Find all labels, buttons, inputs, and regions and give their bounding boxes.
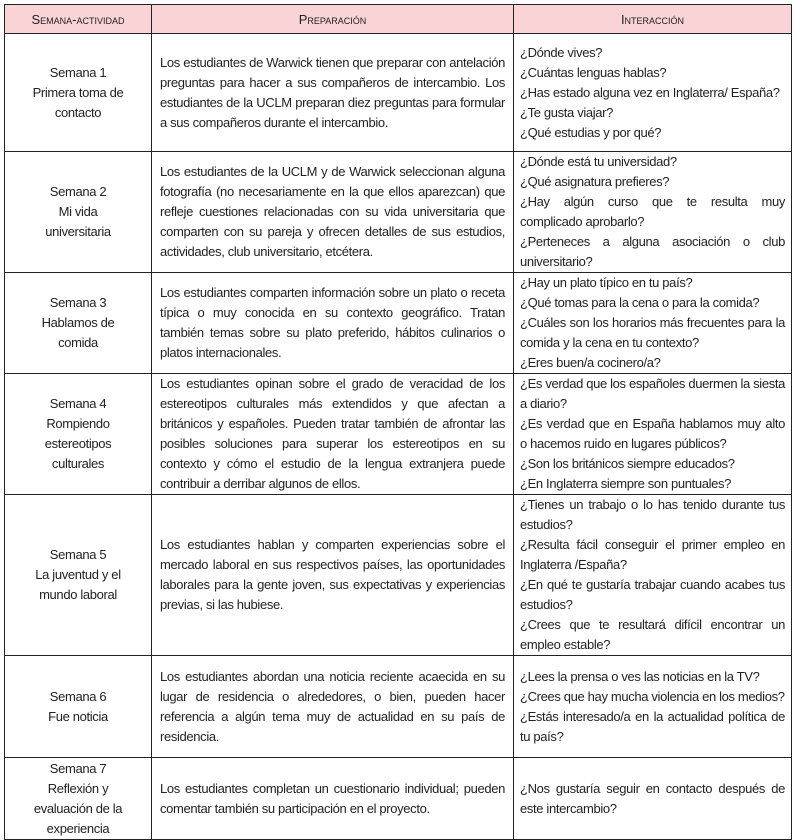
question-item: ¿Dónde está tu universidad? [520,154,677,169]
week-label-line: mundo laboral [39,587,117,602]
week-cell [5,152,152,273]
question-item: ¿Te gusta viajar? [520,104,614,120]
preparation-cell: Los estudiantes hablan y comparten experiencias sobre el mercado laboral en sus respectivos países, las oportunidades laborales para la gente joven, sus expectativas y experiencias previas, si las hubiese. [152,495,514,656]
week-label-line: Semana 7 [49,760,107,776]
interaction-cell [514,34,792,152]
header-interaction: Interacción [514,5,792,34]
week-label-line: evaluación de la [33,800,123,816]
question-item: ¿Hay algún curso que te resulta muy complicado aprobarlo? [520,194,785,229]
table-row [5,273,792,374]
week-label-line: Semana 3 [49,295,107,310]
question-item: ¿Eres buen/a cocinero/a? [520,355,661,370]
interaction-cell [514,495,792,656]
week-label-line: La juventud y el [35,567,121,582]
question-item: ¿Crees que te resultará difícil encontrar un empleo estable? [520,617,785,652]
question-item: ¿Resulta fácil conseguir el primer empleo en Inglaterra /España? [520,537,785,572]
question-item: ¿Qué estudias y por qué? [520,124,662,140]
question-item: ¿Dónde vives? [520,44,603,60]
question-item: ¿Es verdad que en España hablamos muy alto o hacemos ruido en lugares públicos? [520,416,785,451]
week-label-line: experiencia [46,820,110,836]
question-item: ¿Qué asignatura prefieres? [520,174,670,189]
week-label-line: Hablamos de [41,315,115,330]
question-item: ¿Estás interesado/a en la actualidad política de tu país? [520,708,785,744]
week-label-line: Reflexión y [47,780,109,796]
week-label-line: Semana 6 [49,688,107,704]
question-item: ¿Son los británicos siempre educados? [520,456,735,471]
question-item: ¿Perteneces a alguna asociación o club universitario? [520,234,785,269]
question-item: ¿Nos gustaría seguir en contacto después de este intercambio? [520,780,785,816]
week-cell [5,273,152,374]
week-label-line: Primera toma de [32,84,124,100]
week-label-line: Fue noticia [48,708,108,724]
table-row [5,152,792,273]
interaction-cell [514,656,792,758]
table-row [5,34,792,152]
preparation-cell: Los estudiantes de la UCLM y de Warwick seleccionan alguna fotografía (no necesariamente en la que ellos aparezcan) que refleje cuestiones relacionadas con su vida universitaria que comparten con su pareja y ofrecen detalles de sus estudios, actividades, club universitario, etcétera. [152,152,514,273]
preparation-cell: Los estudiantes comparten información sobre un plato o receta típica o muy conocida en su contexto geográfico. Tratan también temas sobre su plato preferido, hábitos culinarios o platos internacionales. [152,273,514,374]
question-item: ¿Lees la prensa o ves las noticias en la TV? [520,668,760,684]
question-item: ¿Cuáles son los horarios más frecuentes para la comida y la cena en tu contexto? [520,315,785,350]
week-label-line: Mi vida [58,204,98,219]
question-item: ¿Cuántas lenguas hablas? [520,64,667,80]
week-label-line: Semana 1 [49,64,107,80]
week-label-line: contacto [54,104,102,120]
interaction-cell [514,374,792,495]
week-label-line: comida [58,335,98,350]
preparation-cell: Los estudiantes abordan una noticia reciente acaecida en su lugar de residencia o alrededores, o bien, pueden hacer referencia a algún tema muy de actualidad en su país de residencia. [152,656,514,758]
question-item: ¿Crees que hay mucha violencia en los medios? [520,688,785,704]
week-label-line: Semana 2 [49,184,107,199]
week-cell [5,758,152,840]
header-preparation: Preparación [152,5,514,34]
preparation-cell: Los estudiantes completan un cuestionario individual; pueden comentar también su participación en el proyecto. [152,758,514,840]
week-label-line: universitaria [45,224,111,239]
header-row [5,5,792,34]
week-label-line: Rompiendo [46,416,110,431]
table-row [5,374,792,495]
question-item: ¿Qué tomas para la cena o para la comida? [520,295,760,310]
header-week: Semana-actividad [5,5,152,34]
preparation-cell: Los estudiantes de Warwick tienen que preparar con antelación preguntas para hacer a sus compañeros de intercambio. Los estudiantes de la UCLM preparan diez preguntas para formular a sus compañeros durante el intercambio. [152,34,514,152]
table-row [5,495,792,656]
question-item: ¿Es verdad que los españoles duermen la siesta a diario? [520,376,786,411]
question-item: ¿Has estado alguna vez en Inglaterra/ España? [520,84,780,100]
preparation-cell: Los estudiantes opinan sobre el grado de veracidad de los estereotipos culturales más extendidos y que afectan a británicos y españoles. Pueden tratar también de afrontar las posibles soluciones para superar los estereotipos en su contexto y cómo el estudio de la lengua extranjera puede contribuir a derribar algunos de ellos. [152,374,514,495]
week-label-line: culturales [51,456,105,471]
table-row [5,758,792,840]
week-label-line: Semana 5 [49,547,107,562]
question-item: ¿En Inglaterra siempre son puntuales? [520,476,732,491]
week-cell [5,656,152,758]
interaction-cell [514,152,792,273]
question-item: ¿En qué te gustaría trabajar cuando acabes tus estudios? [520,577,785,612]
week-cell [5,34,152,152]
week-label-line: Semana 4 [49,396,107,411]
question-item: ¿Tienes un trabajo o lo has tenido durante tus estudios? [520,497,785,532]
question-item: ¿Hay un plato típico en tu país? [520,275,693,290]
table-row [5,656,792,758]
interaction-cell [514,758,792,840]
week-label-line: estereotipos [44,436,112,451]
interaction-cell [514,273,792,374]
activities-table [4,4,792,840]
week-cell [5,374,152,495]
week-cell [5,495,152,656]
